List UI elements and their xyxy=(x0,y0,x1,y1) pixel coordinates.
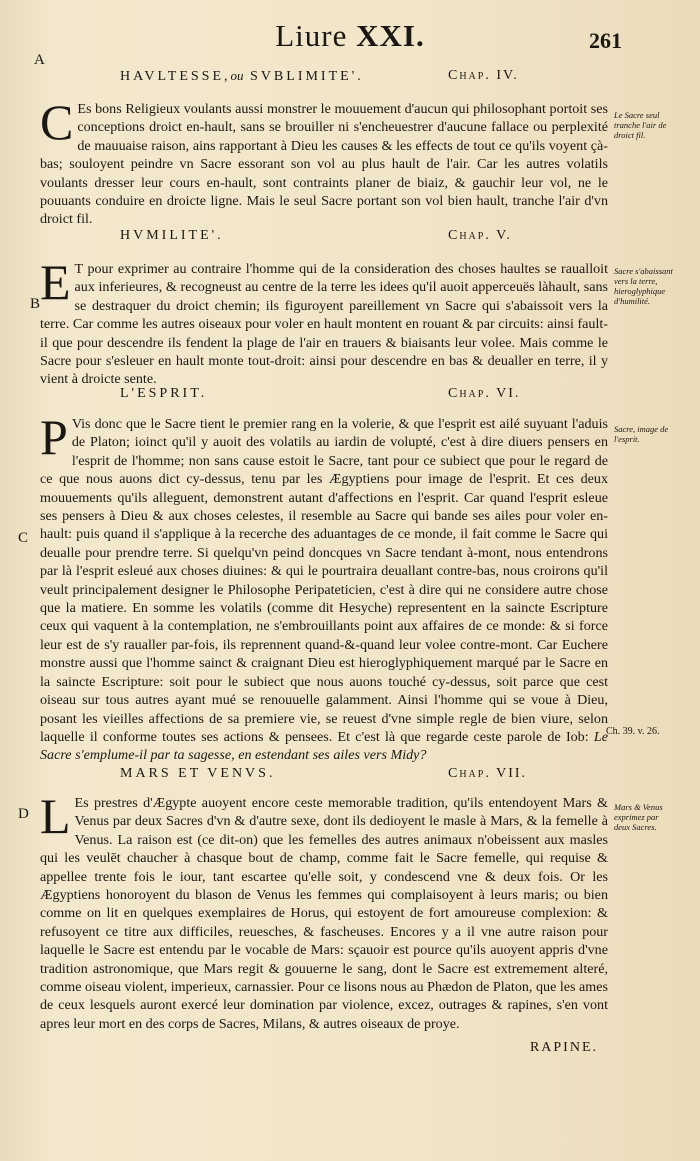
drop-capital: L xyxy=(40,788,71,844)
section-title-vi: L'ESPRIT. Chap. VI. xyxy=(120,386,521,401)
chapter-label-vii: Chap. VII. xyxy=(448,766,528,781)
page-number: 261 xyxy=(589,28,622,53)
margin-marker-b: B xyxy=(30,296,41,312)
margin-note-v: Sacre s'abaissant vers la terre, hieroglyphique d'humilité. xyxy=(614,266,673,306)
section-title-iv: HAVLTESSE,ou SVBLIMITE'. Chap. IV. xyxy=(120,68,519,84)
margin-marker-d: D xyxy=(18,806,29,822)
margin-note-iv: Le Sacre seul tranche l'air de droict fil. xyxy=(614,110,667,140)
section-body-iv: C Es bons Religieux voulants aussi monstrer le mouuement d'aucun qui philosophant portoit ses conceptions droict en-hault, sans se brouiller ni s'encheuestrer d'aucune fallace ou perplexité de mauuaise raison, ains rapportant à Dieu les causes & les effects de tout ce qu'ils voyent çà-bas; souloyent peindre vn Sacre essorant son vol au plus hault de l'air. Car les autres volatils voulants dresser leur cours en-hault, sont contraints planer de biaiz, & gauchir leur vol, ne le pouuants conduire en droicte ligne. Mais le seul Sacre portant son vol bien hault, tranche l'air d'vn droict fil. xyxy=(40,94,608,228)
margin-note-vi: Sacre, image de l'esprit. xyxy=(614,424,669,444)
section-title-v: HVMILITE'. Chap. V. xyxy=(120,228,512,243)
section-body-vii: L Es prestres d'Ægypte auoyent encore ceste memorable tradition, qu'ils entendoyent Mars & Venus par deux Sacres d'vn & d'autre sexe, dont ils dedioyent le masle à Mars, & la femelle à Venus. La raison est (ce dit-on) que les femelles des autres animaux n'obeissent aux masles qui les veulēt chaucher à chasque bout de champ, comme fait le Sacre femelle, qui requise & appellee trente fois le iour, tant escartee qu'elle soit, y condescend vne & deux fois. Or les Ægyptiens honoroyent du blason de Venus les femmes qui complaisoyent à leurs maris; ou bien comme on lit en quelques exemplaires de Horus, qui estoyent de fort amoureuse complexion: & refusoyent ce titre aux difficiles, reuesches, & fascheuses. Encores y a il vne autre raison pour laquelle le Sacre est entendu par le vocable de Mars: sçauoir est pource qu'ils auoyent appris d'vne tradition astronomique, que Mars regit & gouuerne le sang, dont le Sacre est extremement alteré, comme oiseau violent, imperieux, carnassier. Pour ce lisons nous au Phædon de Platon, que les ames de ceux lesquels auront exercé leur domination par violence, excez, outrages & rapines, s'en vont apres leur mort en des corps de Sacres, Milans, & autres oiseaux de proye. xyxy=(40,788,608,1032)
catchword: RAPINE. xyxy=(529,1040,598,1055)
running-head-word: Liure xyxy=(275,18,348,53)
drop-capital: C xyxy=(40,94,74,150)
section-body-vi: P Vis donc que le Sacre tient le premier rang en la volerie, & que l'esprit est ailé suyuant l'aduis de Platon; ioinct qu'il y auoit des volatils au iardin de volupté, c'est à dire diuers pensers en l'esprit de l'homme; non sans cause estoit le Sacre, tant pour ce subiect que pour le regard de ce que nous auons dict cy-dessus, tenu par les Ægyptiens pour image de l'esprit. Et ces deux mouuements qu'ils alleguent, demonstrent autant d'affections en l'esprit. Car quand l'esprit esleue ses pensers à Dieu & aux choses celestes, il resemble au Sacre qui bande ses ailes pour voler en-hault: puis quand il s'applique à la recerche des aduantages de ce monde, il fait comme le Sacre qui deualle pour prendre terre. Si quelqu'vn peind doncques vn Sacre tendant à-mont, nous entendrons par là l'esprit esleué aux choses diuines: & qui le pourtrairа deuallant contre-bas, nous croirons qu'il veult principalement designer le Philosophe Peripateticien, c'est à dire qui ne considere autre chose que la matiere. En somme les volatils (comme dit Hesyche) representent en la saincte Escripture ceux qui vaquent à la contemplation, ne s'embrouillants point aux affaires de ce monde: & si force leur est de s'y raualler par-fois, ils reprennent quand-&-quand leur volee contre-mont. Car Euchere monstre aussi que l'homme sainct & craignant Dieu est hieroglyphiquement marqué par le Sacre en la saincte Escripture: soit pour le subiect que nous auons touché cy-dessus, soit parce que cest oiseau sur tous autres ayant mué se renouuelle galamment. Ainsi l'homme qui se voue à Dieu, posant les vieilles affections de sa premiere vie, se reuest d'vne simple regle de bien viure, selon laquelle il conforme toutes ses actions & pensees. Et c'est là que regarde ceste parole de Iob: Le Sacre s'emplume-il par ta sagesse, en estendant ses ailes vers Midy? xyxy=(40,409,608,764)
chapter-label-vi: Chap. VI. xyxy=(448,386,521,401)
margin-marker-a: A xyxy=(34,52,45,68)
chapter-label-iv: Chap. IV. xyxy=(448,68,519,83)
drop-capital: P xyxy=(40,409,68,465)
scripture-reference: Ch. 39. v. 26. xyxy=(606,726,660,737)
chapter-label-v: Chap. V. xyxy=(448,228,512,243)
running-head-number: XXI. xyxy=(356,18,425,53)
section-title-vii: MARS ET VENVS. Chap. VII. xyxy=(120,766,528,781)
margin-note-vii: Mars & Venus exprimez par deux Sacres. xyxy=(614,802,663,832)
quoted-passage: Le Sacre s'emplume-il par ta sagesse, en estendant ses ailes vers Midy? xyxy=(40,728,608,764)
section-body-v: E T pour exprimer au contraire l'homme qui de la consideration des choses haultes se raualloit aux inferieures, & recogneust au centre de la terre les idees qu'il auoit apperceuës làhault, sans se destraquer du droict chemin; ils figuroyent pareillement vn Sacre qui s'abaissoit vers la terre. Car comme les autres oiseaux pour voler en hault montent en rouant & par circuits: ainsi fault-il que pour descendre ils fendent la plage de l'air en trauers & biaisants leur volee. Mais comme le Sacre pour s'esleuer en hault monte tout-droit: ainsi pour descendre en bas & deualler en terre, il y vient à droicte sente. xyxy=(40,254,608,388)
margin-marker-c: C xyxy=(18,530,29,546)
drop-capital: E xyxy=(40,254,71,310)
